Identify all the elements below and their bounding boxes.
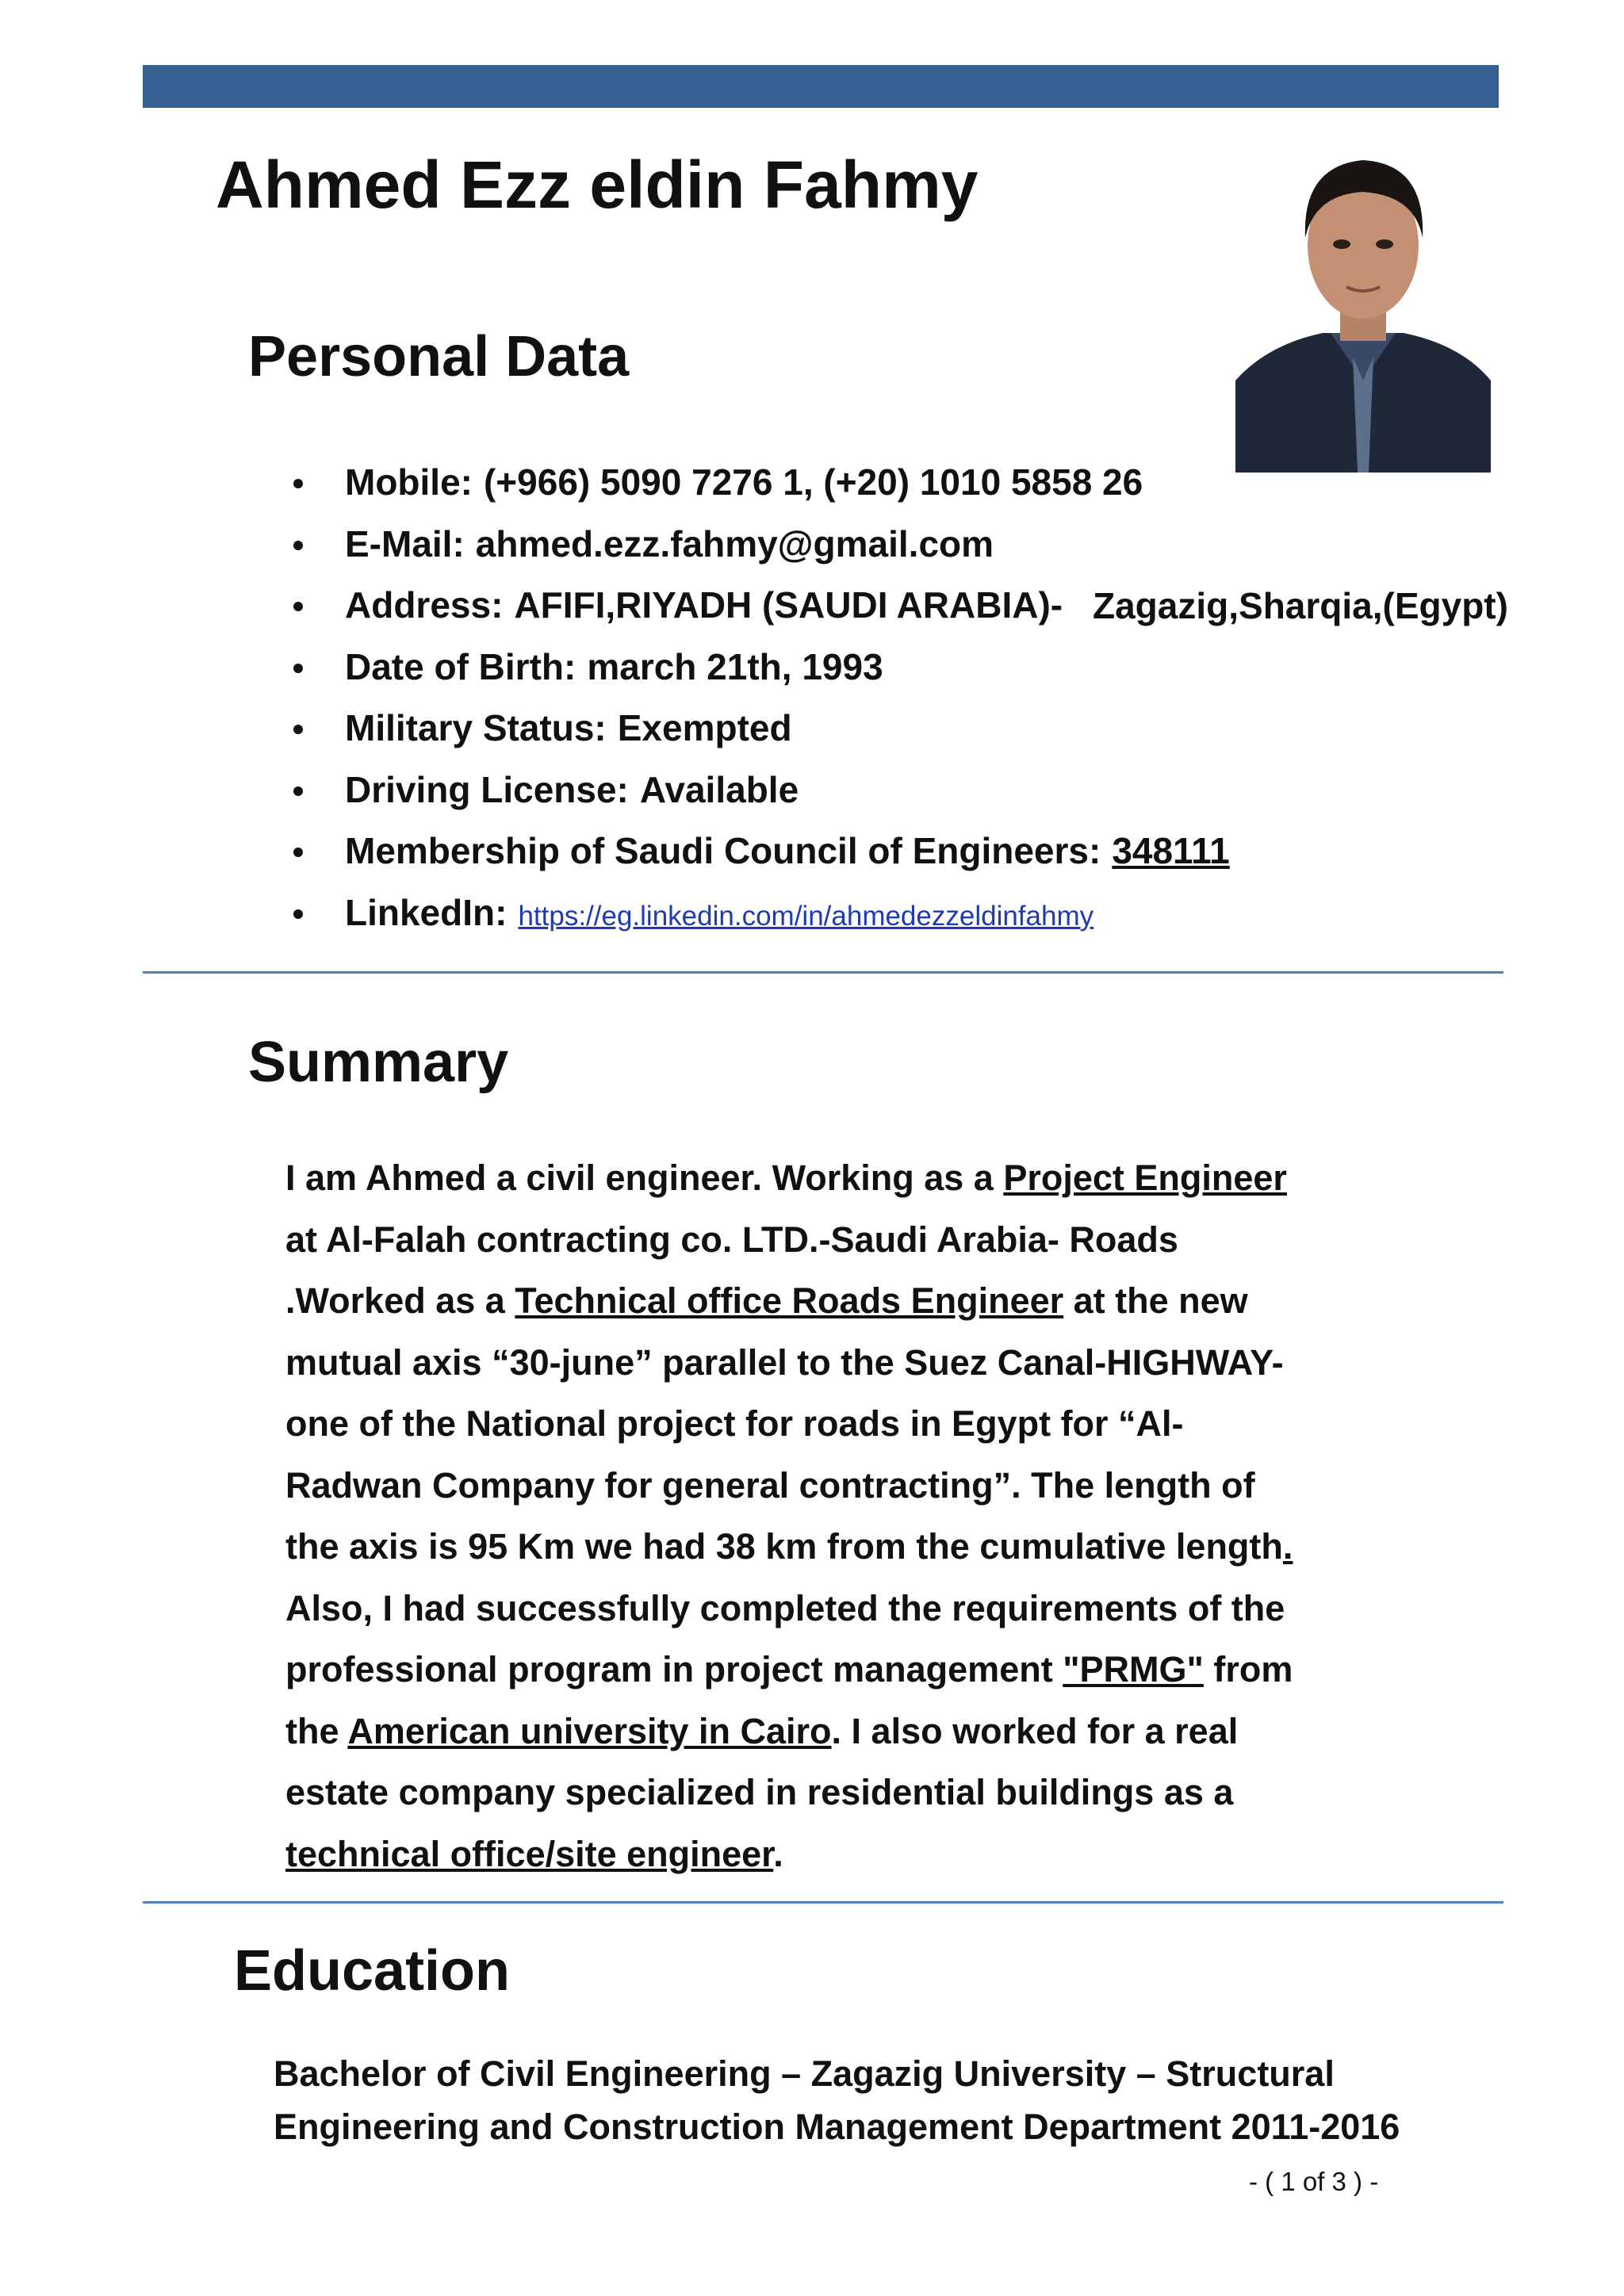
bullet-icon <box>293 602 303 611</box>
summary-line: Also, I had successfully completed the requirements of the <box>285 1587 1285 1628</box>
education-line: Engineering and Construction Management Department 2011-2016 <box>274 2107 1400 2147</box>
dob-value: march 21th, 1993 <box>587 645 883 687</box>
bullet-icon <box>293 541 303 550</box>
bullet-icon <box>293 725 303 734</box>
mobile-value: (+966) 5090 7276 1, (+20) 1010 5858 26 <box>483 461 1143 503</box>
email-value: ahmed.ezz.fahmy@gmail.com <box>475 522 994 564</box>
profile-photo <box>1235 119 1491 473</box>
membership-item <box>293 821 1230 882</box>
bullet-icon <box>293 848 303 857</box>
header-accent-bar <box>143 65 1499 108</box>
summary-line <box>285 1270 1411 1332</box>
email-item <box>293 514 1230 576</box>
summary-text: . <box>773 1833 783 1874</box>
bullet-icon <box>293 909 303 919</box>
bullet-icon <box>293 479 303 488</box>
dob-item <box>293 637 1230 698</box>
summary-text: I am Ahmed a civil engineer. Working as a <box>285 1158 1004 1198</box>
email-label: E-Mail: <box>345 522 465 564</box>
summary-line <box>285 1147 1411 1209</box>
summary-text: at the new <box>1063 1280 1248 1321</box>
summary-line: Radwan Company for general contracting”. The length of <box>285 1464 1255 1506</box>
section-divider <box>143 1901 1503 1904</box>
summary-line: at Al-Falah contracting co. LTD.-Saudi Arabia- Roads <box>285 1219 1178 1260</box>
summary-line: one of the National project for roads in Egypt for “Al- <box>285 1403 1184 1444</box>
summary-emphasis: Technical office Roads Engineer <box>515 1280 1064 1321</box>
section-divider <box>143 971 1503 974</box>
personal-data-list <box>293 452 1230 943</box>
linkedin-link[interactable]: https://eg.linkedin.com/in/ahmedezzeldinfahmy <box>518 900 1094 932</box>
summary-text: the <box>285 1710 348 1751</box>
summary-heading: Summary <box>248 1031 509 1094</box>
education-line: Bachelor of Civil Engineering – Zagazig University – Structural <box>274 2053 1335 2094</box>
summary-line: mutual axis “30-june” parallel to the Suez Canal-HIGHWAY- <box>285 1341 1284 1383</box>
address-extra: Zagazig,Sharqia,(Egypt) <box>1093 585 1508 626</box>
candidate-name: Ahmed Ezz eldin Fahmy <box>216 147 979 222</box>
military-item <box>293 698 1230 760</box>
address-item <box>293 575 1230 637</box>
address-value: AFIFI,RIYADH (SAUDI ARABIA)- <box>514 584 1063 626</box>
summary-line <box>285 1701 1411 1762</box>
bullet-icon <box>293 786 303 796</box>
military-label: Military Status: <box>345 707 607 748</box>
address-label: Address: <box>345 584 504 626</box>
driving-item <box>293 760 1230 821</box>
summary-text: the axis is 95 Km we had 38 km from the cumulative length <box>285 1526 1283 1567</box>
summary-paragraph <box>285 1147 1411 1885</box>
page-number: - ( 1 of 3 ) - <box>1249 2167 1379 2196</box>
summary-emphasis: . <box>1282 1526 1293 1567</box>
summary-line: estate company specialized in residential buildings as a <box>285 1772 1234 1812</box>
summary-text: from <box>1203 1649 1293 1689</box>
summary-emphasis: technical office/site engineer <box>285 1833 774 1874</box>
education-entry <box>274 2047 1400 2153</box>
education-heading: Education <box>234 1939 511 2003</box>
membership-value: 348111 <box>1112 830 1230 871</box>
bullet-icon <box>293 664 303 673</box>
summary-line <box>285 1823 1411 1885</box>
linkedin-label: LinkedIn: <box>345 891 508 933</box>
summary-text: .Worked as a <box>285 1280 515 1321</box>
summary-line <box>285 1516 1411 1578</box>
membership-label: Membership of Saudi Council of Engineers: <box>345 830 1101 871</box>
military-value: Exempted <box>617 707 792 748</box>
linkedin-item <box>293 882 1230 944</box>
driving-label: Driving License: <box>345 768 629 810</box>
personal-data-heading: Personal Data <box>248 325 630 388</box>
summary-text: professional program in project management <box>285 1649 1063 1689</box>
summary-emphasis: "PRMG" <box>1063 1649 1204 1689</box>
summary-emphasis: American university in Cairo <box>347 1710 832 1751</box>
dob-label: Date of Birth: <box>345 645 576 687</box>
driving-value: Available <box>639 768 799 810</box>
mobile-label: Mobile: <box>345 461 473 503</box>
mobile-item <box>293 452 1230 514</box>
summary-text: . I also worked for a real <box>831 1710 1239 1751</box>
summary-emphasis: Project Engineer <box>1003 1158 1287 1198</box>
summary-line <box>285 1639 1411 1701</box>
